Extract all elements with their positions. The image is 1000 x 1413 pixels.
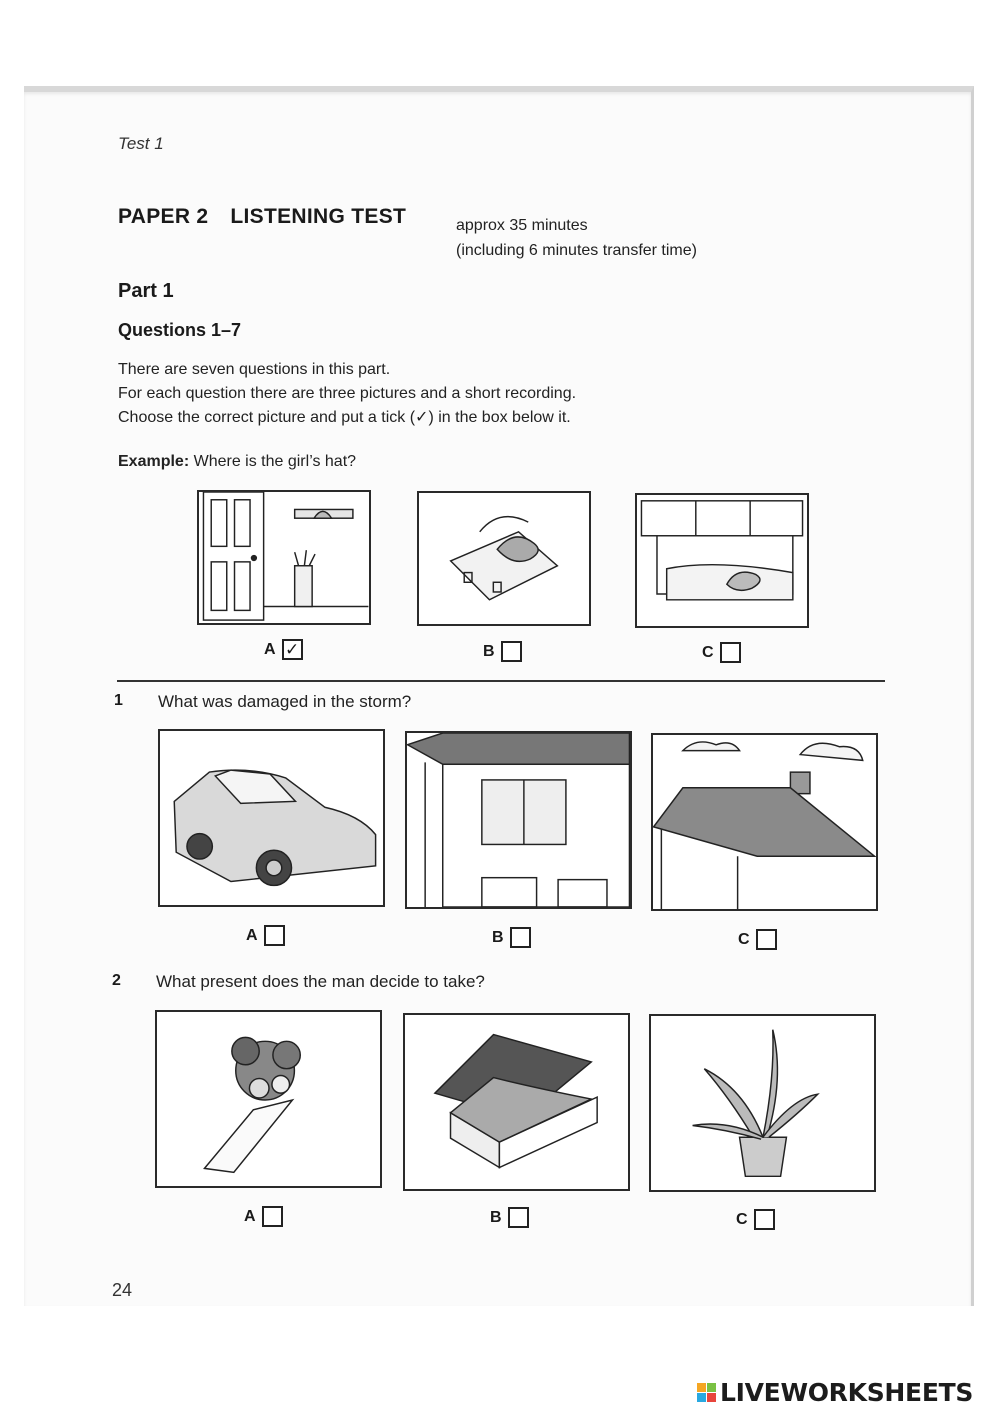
- paper-duration: [456, 213, 697, 263]
- tick-box[interactable]: ✓: [282, 639, 303, 660]
- example-option-c[interactable]: [702, 642, 741, 663]
- q1-option-c[interactable]: [738, 929, 777, 950]
- example-label: Example:: [118, 453, 190, 470]
- tick-box[interactable]: [510, 927, 531, 948]
- brand-name: LIVEWORKSHEETS: [720, 1378, 974, 1407]
- logo-square: [697, 1383, 706, 1392]
- part-heading: Part 1: [118, 280, 174, 302]
- questions-range: Questions 1–7: [118, 320, 242, 340]
- example-option-b[interactable]: [483, 641, 522, 662]
- section-divider: [117, 680, 885, 682]
- option-letter: B: [492, 928, 504, 946]
- q2-option-b[interactable]: [490, 1207, 529, 1228]
- option-letter: C: [738, 930, 750, 948]
- tick-box[interactable]: [501, 641, 522, 662]
- option-letter: A: [244, 1207, 256, 1225]
- example-question: [118, 453, 356, 471]
- example-text: Where is the girl’s hat?: [193, 453, 357, 470]
- picture-house-window[interactable]: [405, 731, 632, 909]
- q2-option-a[interactable]: [244, 1206, 283, 1227]
- picture-flower-bouquet[interactable]: [155, 1010, 382, 1188]
- q2-option-c[interactable]: [736, 1209, 775, 1230]
- picture-hat-on-hook[interactable]: [197, 490, 371, 625]
- duration-note: (including 6 minutes transfer time): [456, 242, 697, 259]
- q1-option-b[interactable]: [492, 927, 531, 948]
- option-letter: B: [490, 1208, 502, 1226]
- logo-square: [707, 1383, 716, 1392]
- tick-box[interactable]: [720, 642, 741, 663]
- instruction-line: Choose the correct picture and put a tick (✓) in the box below it.: [118, 409, 571, 426]
- option-letter: B: [483, 642, 495, 660]
- picture-hat-on-seat[interactable]: [635, 493, 809, 628]
- picture-chocolate-box[interactable]: [403, 1013, 630, 1191]
- duration-line: approx 35 minutes: [456, 217, 588, 234]
- q1-option-a[interactable]: [246, 925, 285, 946]
- option-letter: A: [264, 640, 276, 658]
- tick-box[interactable]: [756, 929, 777, 950]
- option-letter: C: [736, 1210, 748, 1228]
- logo-square: [707, 1393, 716, 1402]
- tick-box[interactable]: [262, 1206, 283, 1227]
- paper-title: [118, 205, 406, 229]
- example-option-a[interactable]: [264, 639, 303, 660]
- liveworksheets-brand[interactable]: [697, 1378, 973, 1407]
- question-number: 2: [112, 972, 121, 989]
- question-number: 1: [114, 692, 123, 709]
- picture-potted-plant[interactable]: [649, 1014, 876, 1192]
- tick-box[interactable]: [508, 1207, 529, 1228]
- option-letter: C: [702, 643, 714, 661]
- question-text: What present does the man decide to take?: [156, 972, 485, 991]
- instruction-line: For each question there are three pictures and a short recording.: [118, 385, 577, 402]
- paper-number: PAPER 2: [118, 205, 209, 228]
- picture-hat-in-bag[interactable]: [417, 491, 591, 626]
- test-title: LISTENING TEST: [230, 205, 407, 228]
- picture-car[interactable]: [158, 729, 385, 907]
- picture-roof[interactable]: [651, 733, 878, 911]
- tick-box[interactable]: [264, 925, 285, 946]
- instruction-line: There are seven questions in this part.: [118, 361, 391, 378]
- instructions: [118, 358, 576, 430]
- question-text: What was damaged in the storm?: [158, 692, 412, 711]
- logo-square: [697, 1393, 706, 1402]
- tick-box[interactable]: [754, 1209, 775, 1230]
- page-number: 24: [112, 1280, 133, 1300]
- option-letter: A: [246, 926, 258, 944]
- liveworksheets-logo-icon: [697, 1383, 716, 1402]
- test-label: Test 1: [118, 134, 164, 153]
